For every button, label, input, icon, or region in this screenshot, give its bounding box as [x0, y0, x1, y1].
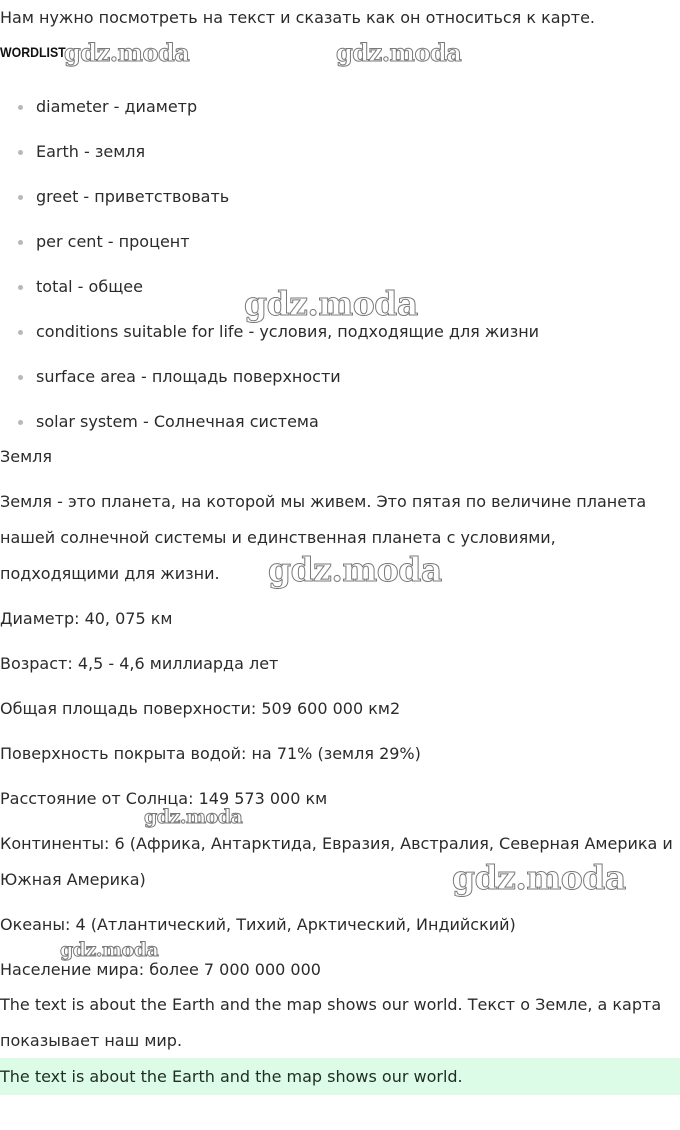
bullet-icon: [18, 240, 23, 245]
wordlist-entry: surface area - площадь поверхности: [36, 367, 341, 386]
bullet-icon: [18, 195, 23, 200]
bullet-icon: [18, 330, 23, 335]
wordlist-heading: WORDLIST: [0, 44, 66, 60]
bullet-icon: [18, 105, 23, 110]
wordlist-entry: per cent - процент: [36, 232, 190, 251]
fact-diameter: Диаметр: 40, 075 км: [0, 609, 173, 628]
conclusion-line: показывает наш мир.: [0, 1031, 183, 1050]
watermark: gdz.moda: [64, 38, 190, 67]
watermark: gdz.moda: [268, 550, 442, 589]
watermark: gdz.moda: [336, 38, 462, 67]
answer-text: The text is about the Earth and the map shows our world.: [0, 1067, 463, 1086]
fact-water: Поверхность покрыта водой: на 71% (земля 29%): [0, 744, 421, 763]
watermark: gdz.moda: [60, 939, 159, 961]
wordlist-entry: diameter - диаметр: [36, 97, 198, 116]
wordlist-entry: greet - приветствовать: [36, 187, 230, 206]
fact-age: Возраст: 4,5 - 4,6 миллиарда лет: [0, 654, 279, 673]
fact-continents: Континенты: 6 (Африка, Антарктида, Евразия, Австралия, Северная Америка и: [0, 834, 673, 853]
section-title: Земля: [0, 447, 53, 466]
fact-population: Население мира: более 7 000 000 000: [0, 960, 321, 979]
paragraph-line: подходящими для жизни.: [0, 564, 220, 583]
paragraph-line: нашей солнечной системы и единственная планета с условиями,: [0, 528, 556, 547]
wordlist-entry: solar system - Солнечная система: [36, 412, 319, 431]
fact-continents-cont: Южная Америка): [0, 870, 146, 889]
fact-surface-area: Общая площадь поверхности: 509 600 000 км2: [0, 699, 401, 718]
watermark: gdz.moda: [452, 858, 626, 897]
bullet-icon: [18, 285, 23, 290]
watermark: gdz.moda: [244, 284, 418, 323]
bullet-icon: [18, 150, 23, 155]
wordlist-entry: total - общее: [36, 277, 143, 296]
intro-text: Нам нужно посмотреть на текст и сказать как он относиться к карте.: [0, 8, 596, 27]
conclusion-line: The text is about the Earth and the map shows our world. Текст о Земле, а карта: [0, 995, 662, 1014]
bullet-icon: [18, 375, 23, 380]
answer-highlight: [0, 1058, 680, 1095]
fact-distance: Расстояние от Солнца: 149 573 000 км: [0, 789, 328, 808]
fact-oceans: Океаны: 4 (Атлантический, Тихий, Арктический, Индийский): [0, 915, 516, 934]
watermark: gdz.moda: [144, 806, 243, 828]
wordlist-entry: Earth - земля: [36, 142, 146, 161]
bullet-icon: [18, 420, 23, 425]
wordlist-entry: conditions suitable for life - условия, подходящие для жизни: [36, 322, 540, 341]
paragraph-line: Земля - это планета, на которой мы живем. Это пятая по величине планета: [0, 492, 647, 511]
